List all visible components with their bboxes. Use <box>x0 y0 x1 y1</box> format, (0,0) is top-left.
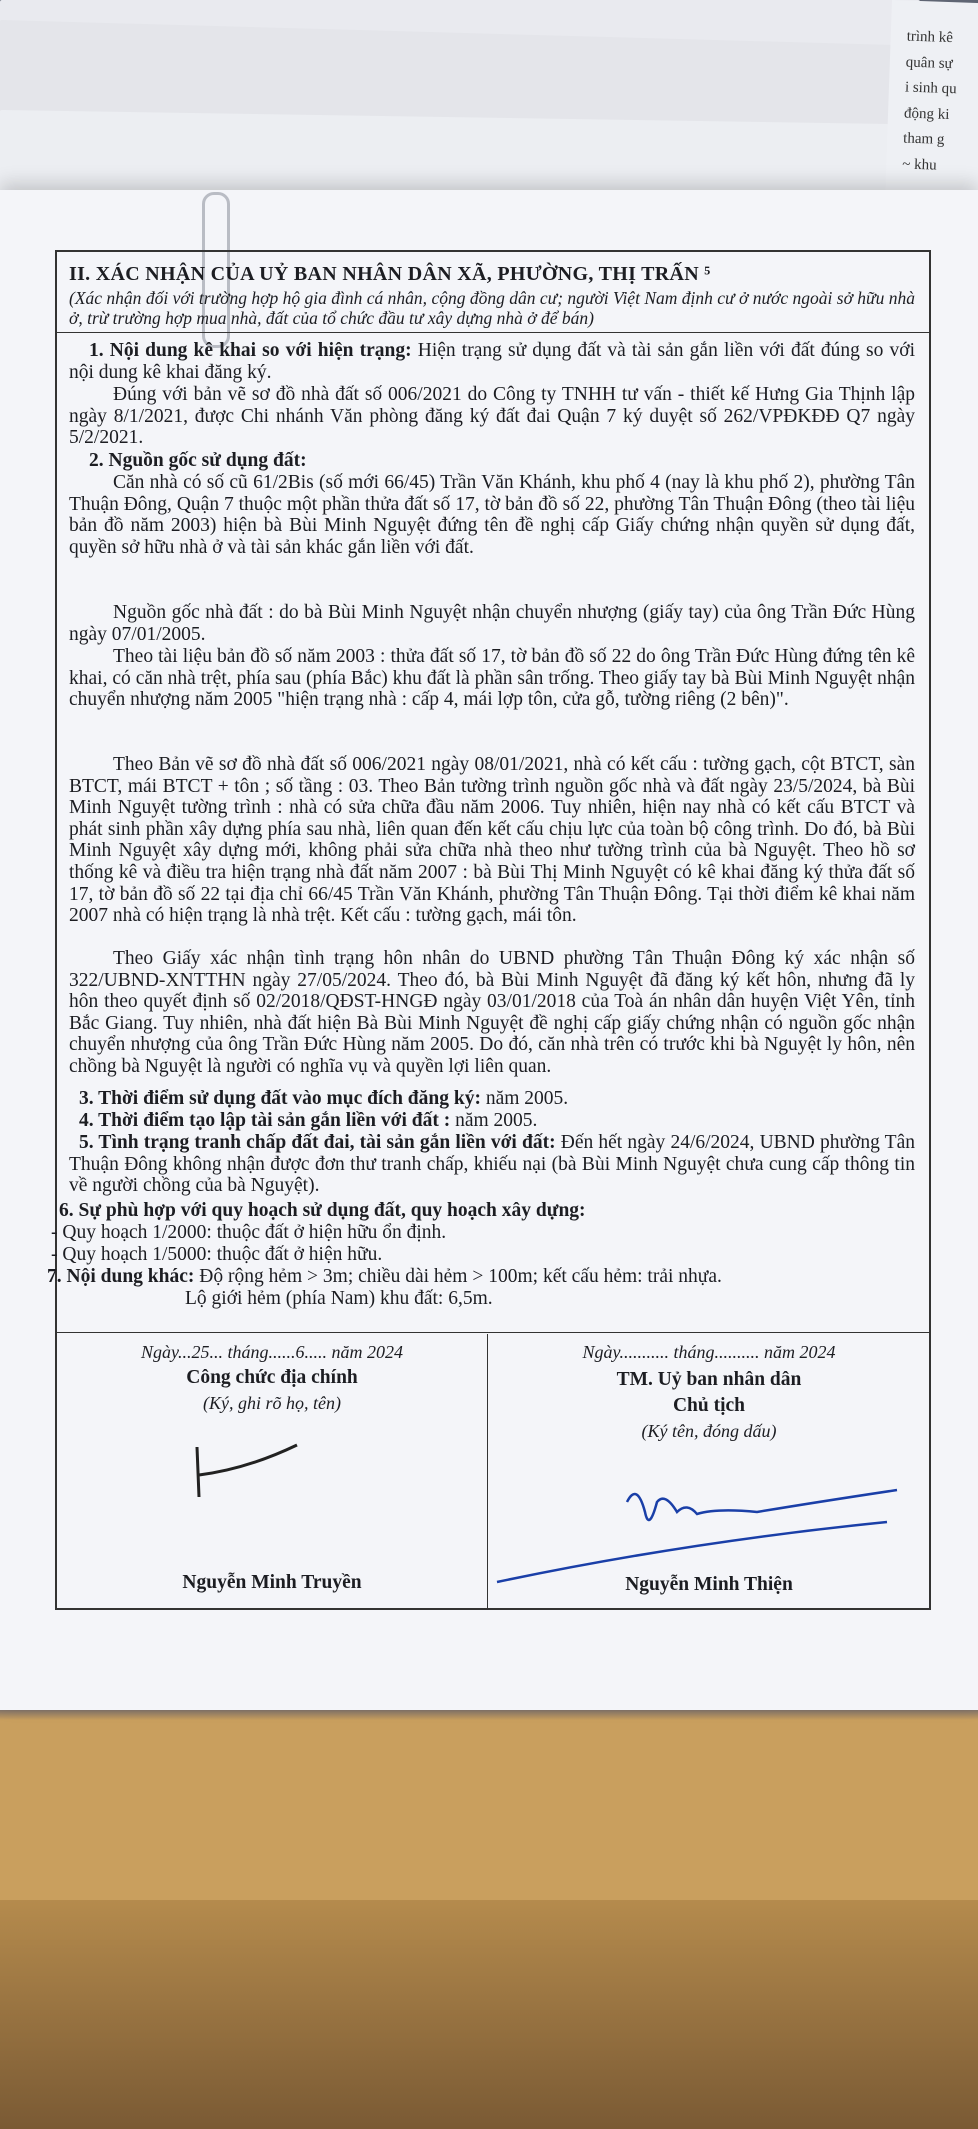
background-note-line: i sinh qu <box>904 79 957 98</box>
item-7 <box>47 1266 915 1288</box>
item-3 <box>79 1088 915 1110</box>
item-1-heading: 1. Nội dung kê khai so với hiện trạng: <box>89 340 412 361</box>
table-edge <box>0 1900 978 2129</box>
item-2-p2: Nguồn gốc nhà đất : do bà Bùi Minh Nguyệt nhận chuyển nhượng (giấy tay) của ông Trần Đức Hùng ngày 07/01/2005. <box>69 602 915 645</box>
item-6-heading: 6. Sự phù hợp với quy hoạch sử dụng đất, quy hoạch xây dựng: <box>59 1200 586 1221</box>
item-7-line-2: Lộ giới hẻm (phía Nam) khu đất: 6,5m. <box>185 1288 493 1309</box>
signature-right-role-2: Chủ tịch <box>672 1395 746 1416</box>
item-2-p4: Theo Bản vẽ sơ đồ nhà đất số 006/2021 ngày 08/01/2021, nhà có kết cấu : tường gạch, cột BTCT, sàn BTCT, mái BTCT + tôn ; số tầng : 03. Theo Bản tường trình nguồn gốc nhà và đất ngày 23/5/2024, bà Bùi Minh Nguyệt tường trình : nhà có sửa chữa đầu năm 2006. Tuy nhiên, hiện nay nhà có kết cấu BTCT và phát sinh phần xây dựng phía sau nhà, liên quan đến kết cấu chịu lực của toàn bộ công trình. Do đó, bà Bùi Minh Nguyệt xây dựng mới, không phải sửa chữa nhà theo như tường trình của bà Nguyệt. Theo hồ sơ thống kê và điều tra hiện trạng nhà đất năm 2007 : bà Bùi Thị Minh Nguyệt có kê khai đăng ký thửa đất số 17, tờ bản đồ số 22 tại địa chỉ 66/45 Trần Văn Khánh, phường Tân Thuận Đông. Tại thời điểm kê khai năm 2007 nhà có hiện trạng là nhà trệt. Kết cấu : tường gạch, mái tôn. <box>69 754 915 927</box>
item-2-p1: Căn nhà có số cũ 61/2Bis (số mới 66/45) Trần Văn Khánh, khu phố 4 (nay là khu phố 2), phường Tân Thuận Đông, Quận 7 thuộc một phần thửa đất số 17, tờ bản đồ số 22, phường Tân Thuận Đông (theo tài liệu bản đồ năm 2003) hiện bà Bùi Minh Nguyệt đứng tên đề nghị cấp Giấy chứng nhận quyền sử dụng đất, quyền sở hữu nhà ở và tài sản khác gắn liền với đất. <box>69 472 915 558</box>
background-note-line: động ki <box>903 104 950 123</box>
handwritten-signature-left <box>177 1437 307 1517</box>
item-3-text: năm 2005. <box>480 1088 569 1109</box>
background-note-line: trình kê <box>906 28 954 47</box>
item-2-p5: Theo Giấy xác nhận tình trạng hôn nhân do UBND phường Tân Thuận Đông ký xác nhận số 322/UBND-XNTTHN ngày 27/05/2024. Theo đó, bà Bùi Minh Nguyệt đã đăng ký kết hôn, nhưng đã ly hôn theo quyết định số 02/2018/QĐST-HNGĐ ngày 03/01/2018 của Toà án nhân dân huyện Việt Yên, tỉnh Bắc Giang. Tuy nhiên, nhà đất hiện Bà Bùi Minh Nguyệt đề nghị cấp giấy chứng nhận có nguồn gốc nhận chuyển nhượng của ông Trần Đức Hùng năm 2005. Do đó, căn nhà trên có trước khi bà Nguyệt ly hôn, nên chồng bà Nguyệt là người có nghĩa vụ và quyền lợi liên quan. <box>69 948 915 1077</box>
divider <box>57 1332 929 1333</box>
item-2-p3: Theo tài liệu bản đồ số năm 2003 : thửa đất số 17, tờ bản đồ số 22 do ông Trần Đức Hùng đứng tên kê khai, có căn nhà trệt, phía sau (phía Bắc) khu đất là phần sân trống. Theo giấy tay bà Bùi Minh Nguyệt nhận chuyển nhượng năm 2005 "hiện trạng nhà : cấp 4, mái lợp tôn, cửa gỗ, tường riêng (2 bên)". <box>69 646 915 711</box>
background-note-line: tham g <box>902 130 945 148</box>
signature-right <box>487 1342 931 1442</box>
confirmation-frame <box>47 250 931 1610</box>
signature-right-role-1: TM. Uỷ ban nhân dân <box>616 1369 802 1390</box>
background-note-line: ~ khu <box>902 155 937 174</box>
item-2-heading: 2. Nguồn gốc sử dụng đất: <box>89 450 307 471</box>
divider <box>57 332 929 333</box>
item-6-line-1: - Quy hoạch 1/2000: thuộc đất ở hiện hữu ổn định. <box>51 1222 447 1243</box>
item-5-heading: 5. Tình trạng tranh chấp đất đai, tài sản gắn liền với đất: <box>79 1132 556 1153</box>
item-6-line-2: - Quy hoạch 1/5000: thuộc đất ở hiện hữu. <box>51 1244 383 1265</box>
signature-left-date: Ngày...25... tháng......6..... năm 2024 <box>140 1342 403 1362</box>
item-1 <box>69 340 915 383</box>
item-4-heading: 4. Thời điểm tạo lập tài sản gắn liền với đất : <box>79 1110 451 1131</box>
section-title: II. XÁC NHẬN CỦA UỶ BAN NHÂN DÂN XÃ, PHƯỜNG, THỊ TRẤN ⁵ <box>69 263 711 285</box>
item-1-detail: Đúng với bản vẽ sơ đồ nhà đất số 006/2021 do Công ty TNHH tư vấn - thiết kế Hưng Gia Thịnh lập ngày 8/1/2021, được Chi nhánh Văn phòng đăng ký đất đai Quận 7 ký duyệt số 262/VPĐKĐĐ Q7 ngày 5/2/2021. <box>69 384 915 449</box>
section-subtitle: (Xác nhận đối với trường hợp hộ gia đình cá nhân, cộng đồng dân cư; người Việt Nam định cư ở nước ngoài sở hữu nhà ở, trừ trường hợp mua nhà, đất của tổ chức đầu tư xây dựng nhà ở để bán) <box>69 288 915 328</box>
item-5-text: Đến hết ngày 24/6/2024, UBND phường Tân Thuận Đông không nhận được đơn thư tranh chấp, khiếu nại (bà Bùi Minh Nguyệt chưa cung cấp thông tin về người chồng của bà Nguyệt). <box>69 1132 915 1197</box>
item-7-heading: 7. Nội dung khác: <box>47 1266 195 1287</box>
signature-left-role: Công chức địa chính <box>186 1367 358 1388</box>
item-3-heading: 3. Thời điểm sử dụng đất vào mục đích đăng ký: <box>79 1088 481 1109</box>
signature-right-date: Ngày........... tháng.......... năm 2024 <box>582 1342 836 1362</box>
signature-right-name: Nguyễn Minh Thiện <box>625 1574 793 1595</box>
signature-left <box>57 1342 487 1414</box>
item-4 <box>79 1110 915 1132</box>
item-4-text: năm 2005. <box>450 1110 538 1131</box>
signature-left-note: (Ký, ghi rõ họ, tên) <box>203 1393 341 1413</box>
item-5 <box>69 1132 915 1197</box>
signature-left-name: Nguyễn Minh Truyền <box>182 1572 362 1593</box>
item-1-text: Hiện trạng sử dụng đất và tài sản gắn liền với đất đúng so với nội dung kê khai đăng ký. <box>69 340 915 383</box>
background-note-line: quân sự <box>905 54 953 72</box>
signature-right-note: (Ký tên, đóng dấu) <box>641 1421 777 1441</box>
item-7-text: Độ rộng hẻm > 3m; chiều dài hẻm > 100m; kết cấu hẻm: trải nhựa. <box>194 1266 722 1287</box>
